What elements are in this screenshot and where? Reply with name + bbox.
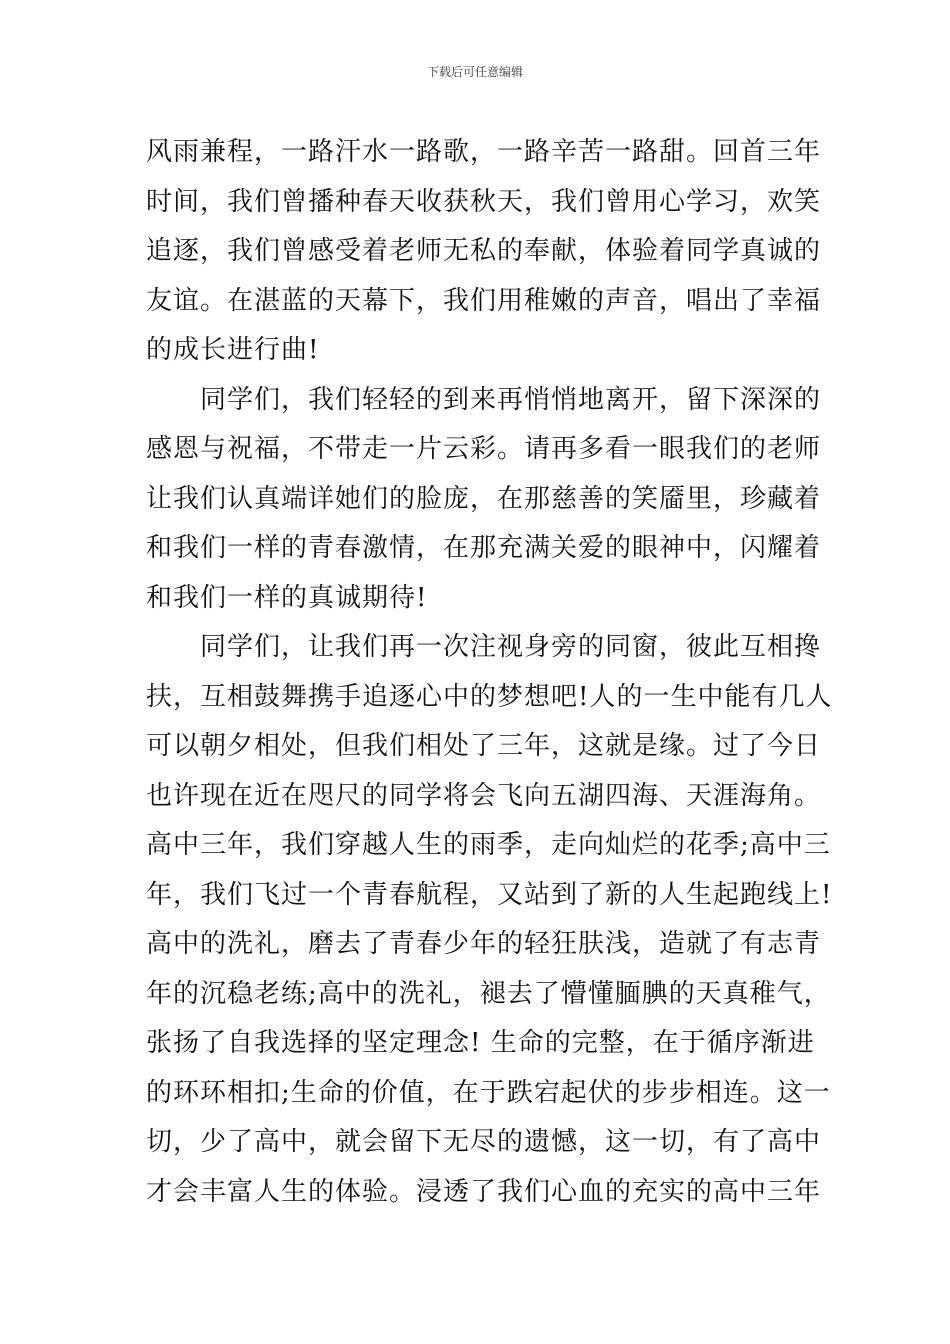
paragraph-2-line-2: 感恩与祝福，不带走一片云彩。请再多看一眼我们的老师: [146, 434, 822, 464]
paragraph-3-line-11: 切，少了高中，就会留下无尽的遗憾，这一切，有了高中: [146, 1127, 822, 1157]
paragraph-3-line-9: 张扬了自我选择的坚定理念! 生命的完整，在于循序渐进: [146, 1028, 815, 1058]
paragraph-1-line-4: 友谊。在湛蓝的天幕下，我们用稚嫩的声音，唱出了幸福: [146, 285, 822, 316]
paragraph-2-line-3: 让我们认真端详她们的脸庞，在那慈善的笑靥里，珍藏着: [146, 483, 822, 514]
paragraph-3-line-10: 的环环相扣;生命的价值，在于跌宕起伏的步步相连。这一: [146, 1077, 831, 1108]
paragraph-3-line-8: 年的沉稳老练;高中的洗礼，褪去了懵懂腼腆的天真稚气，: [146, 978, 831, 1009]
paragraph-3-line-4: 也许现在近在咫尺的同学将会飞向五湖四海、天涯海角。: [146, 780, 822, 811]
paragraph-3-line-6: 年，我们飞过一个青春航程，又站到了新的人生起跑线上!: [146, 879, 833, 910]
paragraph-3-line-7: 高中的洗礼，磨去了青春少年的轻狂肤浅，造就了有志青: [146, 929, 822, 959]
document-body: [146, 128, 833, 1217]
paragraph-2-line-1: 同学们，我们轻轻的到来再悄悄地离开，留下深深的: [200, 384, 822, 415]
paragraph-3-line-1: 同学们，让我们再一次注视身旁的同窗，彼此互相搀: [200, 632, 822, 662]
paragraph-1-line-5: 的成长进行曲!: [146, 335, 320, 365]
paragraph-2-line-5: 和我们一样的真诚期待!: [146, 582, 428, 613]
paragraph-3-line-5: 高中三年，我们穿越人生的雨季，走向灿烂的花季;高中三: [146, 830, 831, 860]
paragraph-3-line-2: 扶，互相鼓舞携手追逐心中的梦想吧!人的一生中能有几人: [146, 681, 833, 712]
paragraph-1-line-3: 追逐，我们曾感受着老师无私的奉献，体验着同学真诚的: [146, 236, 822, 266]
paragraph-1-line-2: 时间，我们曾播种春天收获秋天，我们曾用心学习，欢笑: [146, 186, 822, 217]
paragraph-1-line-1: 风雨兼程，一路汗水一路歌，一路辛苦一路甜。回首三年: [146, 137, 822, 167]
paragraph-3-line-3: 可以朝夕相处，但我们相处了三年，这就是缘。过了今日: [146, 731, 822, 761]
paragraph-2-line-4: 和我们一样的青春激情，在那充满关爱的眼神中，闪耀着: [146, 533, 822, 563]
page-header: 下载后可任意编辑: [426, 65, 523, 79]
paragraph-3-line-12: 才会丰富人生的体验。浸透了我们心血的充实的高中三年: [146, 1176, 822, 1207]
